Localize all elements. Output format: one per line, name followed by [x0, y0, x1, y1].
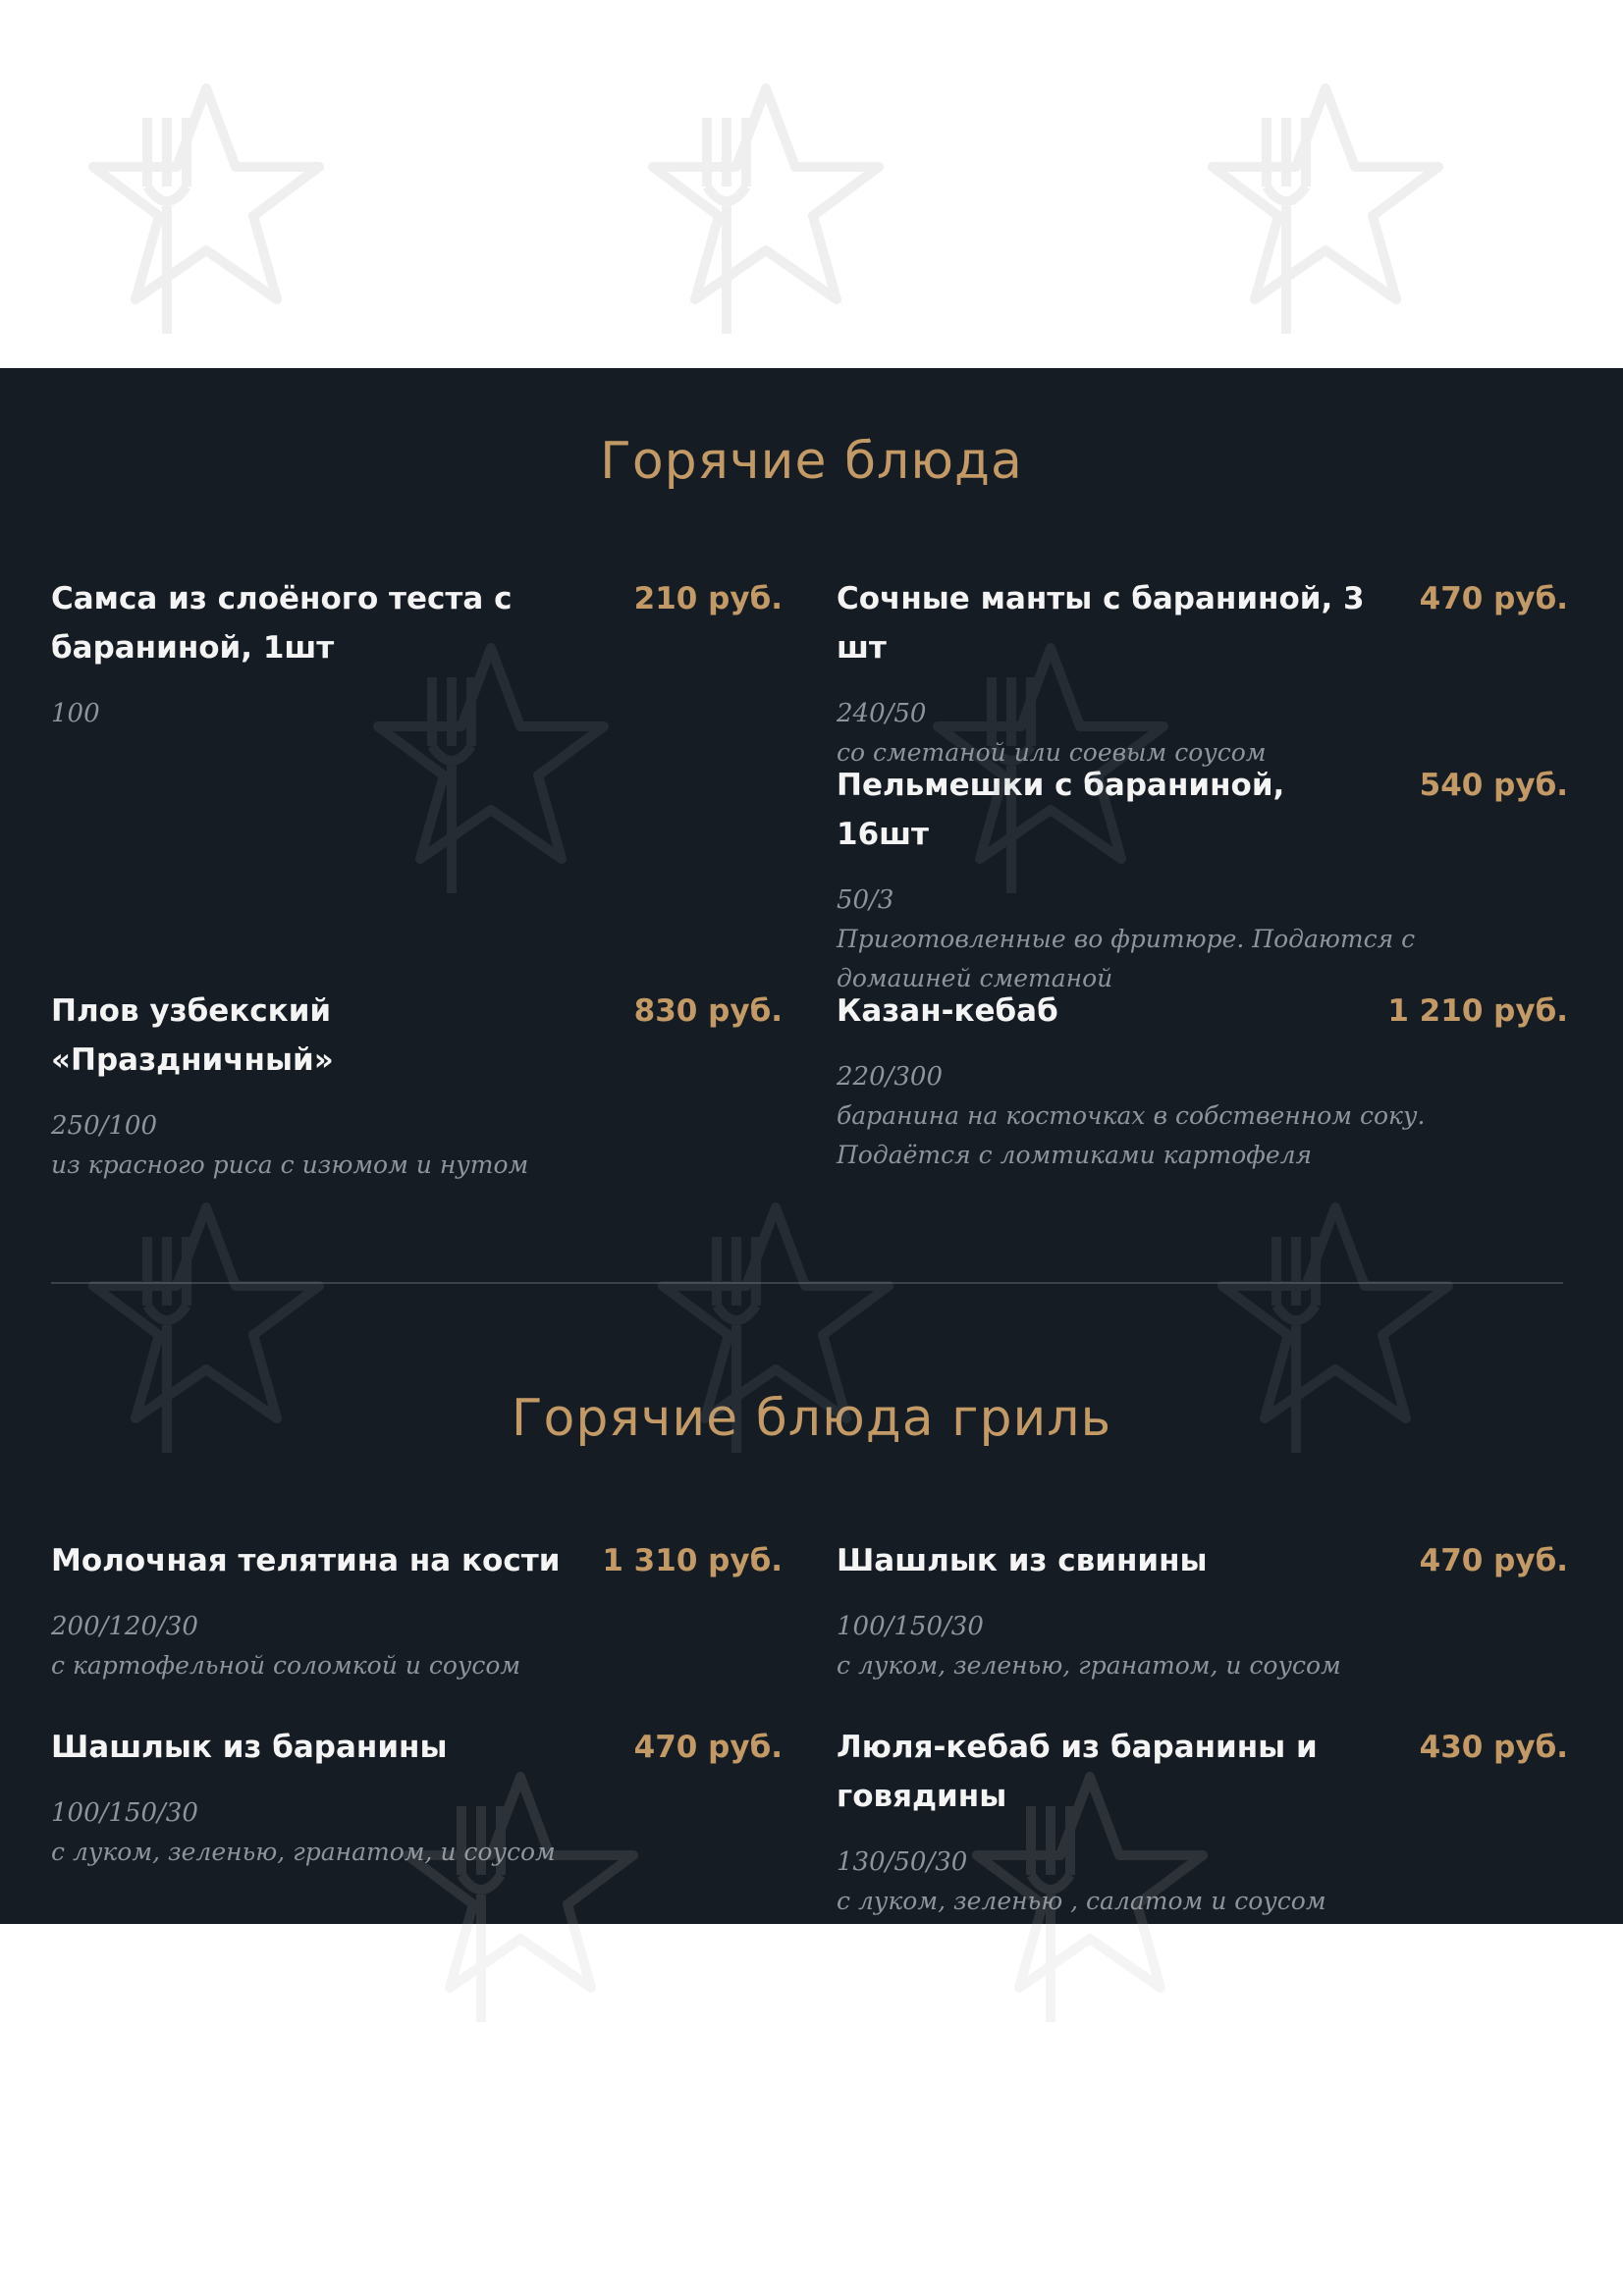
section-title-hot-dishes: Горячие блюда	[600, 432, 1023, 491]
item-name: Шашлык из свинины	[837, 1543, 1208, 1578]
menu-item-manty	[837, 574, 1568, 773]
item-name: Пельмешки с бараниной, 16шт	[837, 768, 1285, 852]
item-price: 830 руб.	[633, 993, 783, 1029]
item-weight: 100/150/30	[837, 1612, 984, 1641]
item-weight: 220/300	[837, 1062, 944, 1092]
menu-item-samsa	[51, 574, 783, 733]
item-weight: 100/150/30	[51, 1798, 198, 1828]
fork-star-logo-icon	[1178, 59, 1473, 353]
fork-star-logo-icon	[619, 59, 913, 353]
menu-item-pork-shashlik	[837, 1536, 1568, 1685]
item-price: 1 310 руб.	[602, 1543, 783, 1578]
item-description: с луком, зеленью, гранатом, и соусом	[51, 1838, 556, 1866]
item-weight: 50/3	[837, 885, 894, 915]
item-price: 430 руб.	[1419, 1730, 1568, 1765]
item-weight: 240/50	[837, 699, 927, 728]
section-divider	[51, 1282, 1563, 1284]
item-description: с луком, зеленью, гранатом, и соусом	[837, 1651, 1341, 1680]
item-price: 470 руб.	[1419, 1543, 1568, 1578]
item-price: 1 210 руб.	[1387, 993, 1568, 1029]
item-name: Самса из слоёного теста с бараниной, 1шт	[51, 581, 513, 666]
item-price: 210 руб.	[633, 581, 783, 616]
menu-item-veal	[51, 1536, 783, 1685]
item-description: с луком, зеленью , салатом и соусом	[837, 1887, 1326, 1915]
item-name: Сочные манты с бараниной, 3 шт	[837, 581, 1365, 666]
item-price: 540 руб.	[1419, 768, 1568, 803]
menu-item-lyulya-kebab	[837, 1723, 1568, 1921]
item-price: 470 руб.	[1419, 581, 1568, 616]
item-weight: 130/50/30	[837, 1847, 968, 1877]
item-description: с картофельной соломкой и соусом	[51, 1651, 521, 1680]
item-name: Молочная телятина на кости	[51, 1543, 561, 1578]
item-weight: 250/100	[51, 1111, 158, 1141]
item-name: Плов узбекский «Праздничный»	[51, 993, 334, 1078]
menu-panel	[0, 368, 1623, 1924]
item-description: из красного риса с изюмом и нутом	[51, 1150, 529, 1179]
item-name: Люля-кебаб из баранины и говядины	[837, 1730, 1318, 1814]
section-title-grill-dishes: Горячие блюда гриль	[511, 1389, 1112, 1448]
fork-star-logo-icon	[59, 59, 353, 353]
item-name: Шашлык из баранины	[51, 1730, 448, 1765]
item-description: Приготовленные во фритюре. Подаются с домашней сметаной	[837, 925, 1416, 992]
item-weight: 100	[51, 699, 100, 728]
menu-item-plov	[51, 987, 783, 1185]
menu-item-kazan-kebab	[837, 987, 1568, 1175]
item-description: баранина на косточках в собственном соку. Подаётся с ломтиками картофеля	[837, 1101, 1426, 1169]
item-name: Казан-кебаб	[837, 993, 1058, 1029]
menu-item-lamb-shashlik	[51, 1723, 783, 1872]
item-description: со сметаной или соевым соусом	[837, 738, 1267, 767]
menu-item-pelmeni	[837, 761, 1568, 998]
item-price: 470 руб.	[633, 1730, 783, 1765]
item-weight: 200/120/30	[51, 1612, 198, 1641]
